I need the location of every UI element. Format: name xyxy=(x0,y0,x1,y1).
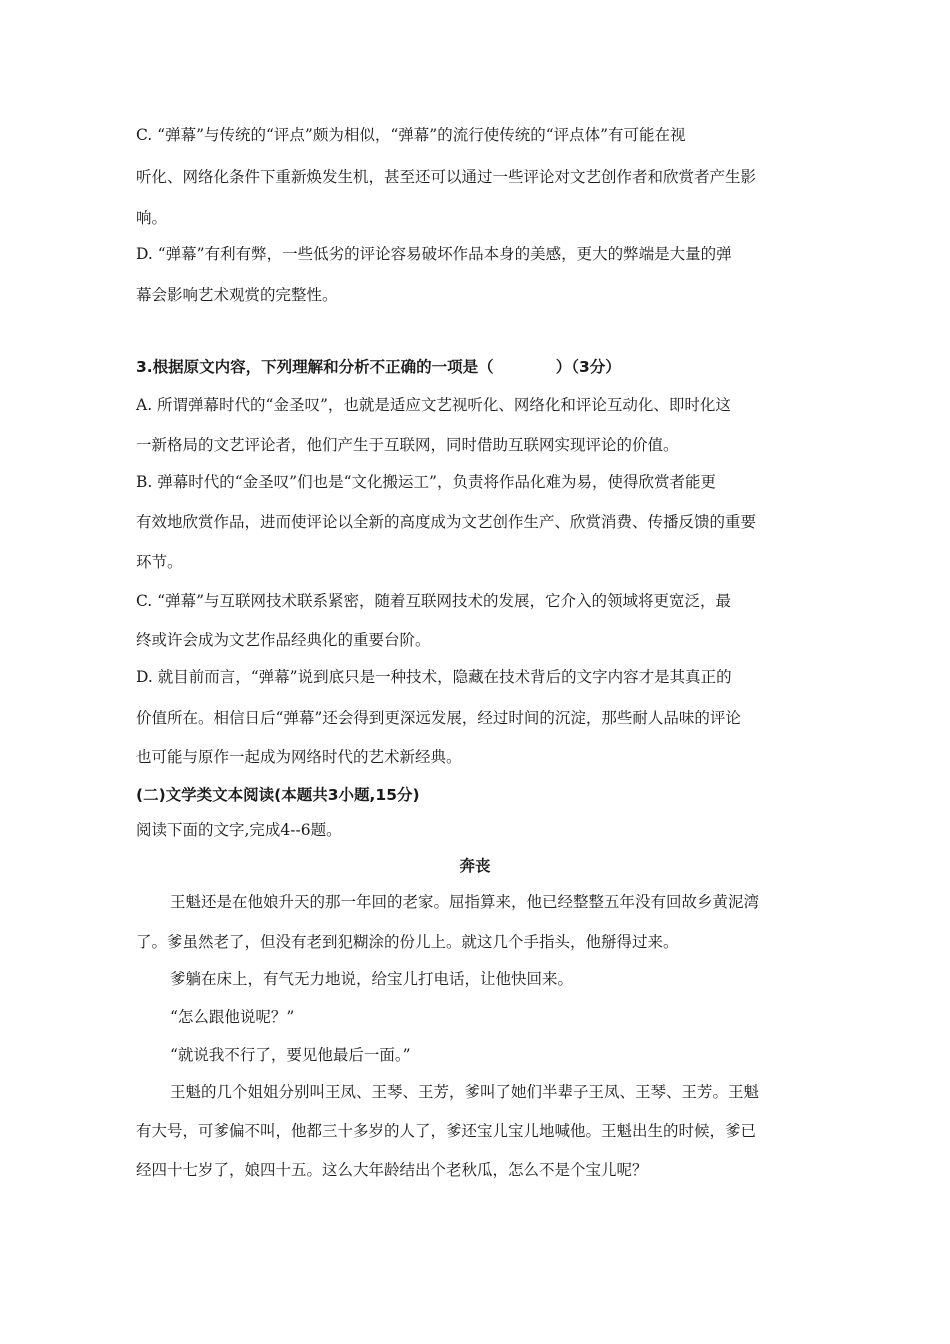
q3-option-b-line-1: B. 弹幕时代的“金圣叹”们也是“文化搬运工”，负责将作品化难为易，使得欣赏者能更 xyxy=(136,473,716,491)
q3-option-b-line-2: 有效地欣赏作品，进而使评论以全新的高度成为文艺创作生产、欣赏消费、传播反馈的重要 xyxy=(136,513,757,531)
q3-option-a-line-1: A. 所谓弹幕时代的“金圣叹”，也就是适应文艺视听化、网络化和评论互动化、即时化这 xyxy=(136,396,731,414)
story-dialogue-1: “怎么跟他说呢？” xyxy=(170,1008,295,1026)
q3-stem-prefix: 3.根据原文内容，下列理解和分析不正确的一项是（ xyxy=(136,358,494,376)
q3-option-d-line-2: 价值所在。相信日后“弹幕”还会得到更深远发展，经过时间的沉淀，那些耐人品味的评论 xyxy=(136,709,741,727)
story-title: 奔丧 xyxy=(459,857,491,875)
story-paragraph-2: 爹躺在床上，有气无力地说，给宝儿打电话，让他快回来。 xyxy=(170,970,574,988)
q2-option-c-line-1: C. “弹幕”与传统的“评点”颇为相似，“弹幕”的流行使传统的“评点体”有可能在视 xyxy=(136,126,686,144)
q3-option-d-line-3: 也可能与原作一起成为网络时代的艺术新经典。 xyxy=(136,748,462,766)
q2-option-d-line-2: 幕会影响艺术观赏的完整性。 xyxy=(136,286,338,304)
q3-option-a-line-2: 一新格局的文艺评论者，他们产生于互联网，同时借助互联网实现评论的价值。 xyxy=(136,436,679,454)
section-instruction: 阅读下面的文字,完成4--6题。 xyxy=(136,821,342,839)
section-heading: (二)文学类文本阅读(本题共3小题,15分) xyxy=(136,786,420,804)
q3-stem-suffix: ）（3分） xyxy=(555,358,621,376)
story-paragraph-1-line-2: 了。爹虽然老了，但没有老到犯糊涂的份儿上。就这几个手指头，他掰得过来。 xyxy=(136,933,679,951)
q2-option-c-line-3: 响。 xyxy=(136,209,168,227)
q3-option-b-line-3: 环节。 xyxy=(136,553,183,571)
story-paragraph-1-line-1: 王魁还是在他娘升天的那一年回的老家。屈指算来，他已经整整五年没有回故乡黄泥湾 xyxy=(170,893,760,911)
q3-option-d-line-1: D. 就目前而言，“弹幕”说到底只是一种技术，隐藏在技术背后的文字内容才是其真正的 xyxy=(136,668,732,686)
story-dialogue-2: “就说我不行了，要见他最后一面。” xyxy=(170,1046,411,1064)
q3-option-c-line-2: 终或许会成为文艺作品经典化的重要台阶。 xyxy=(136,631,431,649)
q3-stem xyxy=(136,360,621,376)
q2-option-c-line-2: 听化、网络化条件下重新焕发生机，甚至还可以通过一些评论对文艺创作者和欣赏者产生影 xyxy=(136,168,757,186)
q2-option-d-line-1: D. “弹幕”有利有弊，一些低劣的评论容易破坏作品本身的美感，更大的弊端是大量的弹 xyxy=(136,245,732,263)
story-paragraph-3-line-3: 经四十七岁了，娘四十五。这么大年龄结出个老秋瓜，怎么不是个宝儿呢？ xyxy=(136,1161,648,1179)
story-paragraph-3-line-1: 王魁的几个姐姐分别叫王凤、王琴、王芳，爹叫了她们半辈子王凤、王琴、王芳。王魁 xyxy=(170,1083,760,1101)
story-paragraph-3-line-2: 有大号，可爹偏不叫，他都三十多岁的人了，爹还宝儿宝儿地喊他。王魁出生的时候，爹已 xyxy=(136,1122,757,1140)
q3-option-c-line-1: C. “弹幕”与互联网技术联系紧密，随着互联网技术的发展，它介入的领域将更宽泛，最 xyxy=(136,592,732,610)
